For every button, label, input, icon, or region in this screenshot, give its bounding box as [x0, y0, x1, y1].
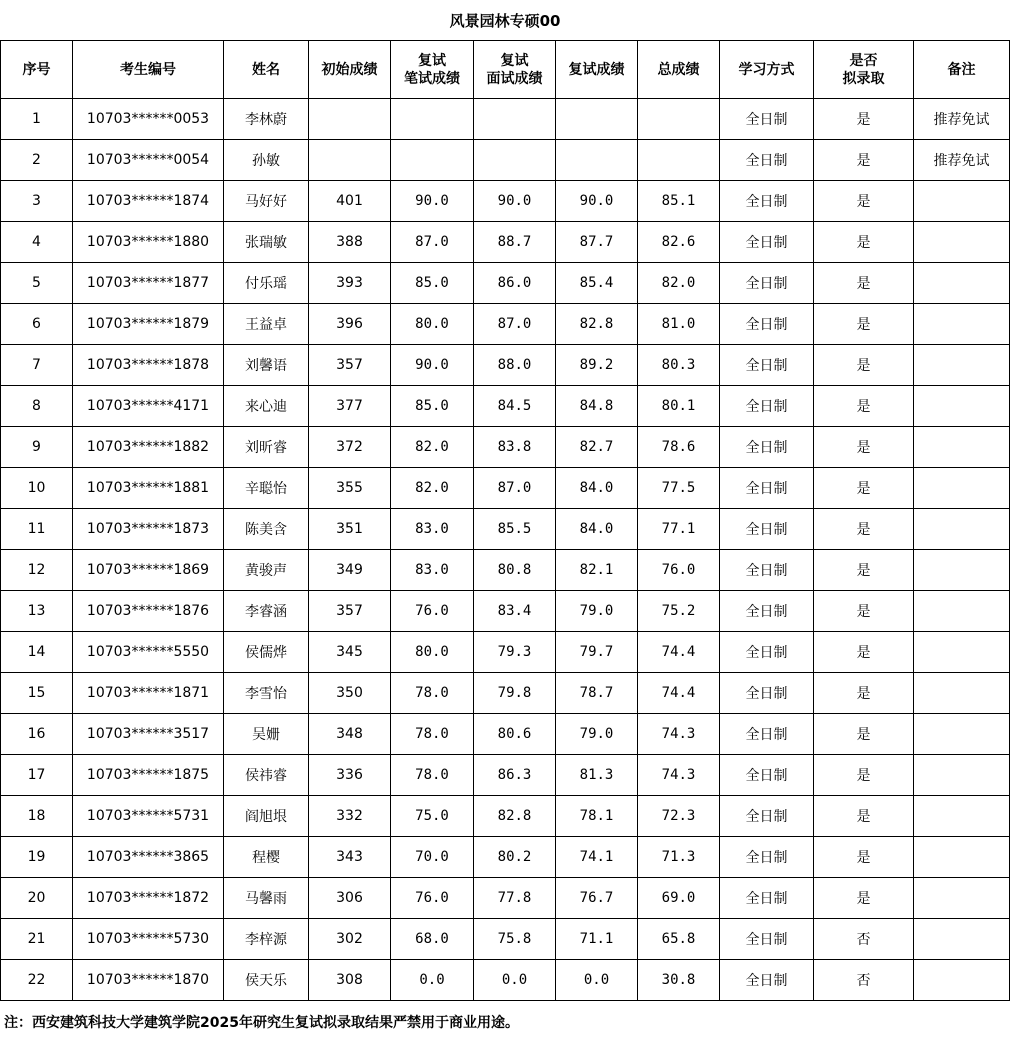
- cell-exam-id: 10703******1875: [73, 755, 224, 796]
- cell-remark: [914, 919, 1010, 960]
- table-body: [1, 99, 1010, 1001]
- cell-name: 刘馨语: [224, 345, 309, 386]
- cell-seq: 3: [1, 181, 73, 222]
- cell-retest-score: 82.7: [556, 427, 638, 468]
- cell-exam-id: 10703******3865: [73, 837, 224, 878]
- cell-admit: 是: [814, 878, 914, 919]
- cell-remark: [914, 509, 1010, 550]
- cell-retest-score: 78.1: [556, 796, 638, 837]
- cell-total-score: [638, 140, 720, 181]
- header-written-line1: 复试: [418, 52, 446, 69]
- cell-seq: 8: [1, 386, 73, 427]
- cell-written-score: 83.0: [391, 550, 474, 591]
- table-row: [1, 837, 1010, 878]
- cell-name: 侯儒烨: [224, 632, 309, 673]
- cell-interview-score: 83.4: [474, 591, 556, 632]
- cell-name: 李雪怡: [224, 673, 309, 714]
- cell-written-score: [391, 99, 474, 140]
- cell-retest-score: 90.0: [556, 181, 638, 222]
- cell-remark: [914, 673, 1010, 714]
- cell-name: 刘昕睿: [224, 427, 309, 468]
- table-row: [1, 468, 1010, 509]
- cell-study-mode: 全日制: [720, 304, 814, 345]
- cell-total-score: 30.8: [638, 960, 720, 1001]
- cell-exam-id: 10703******1869: [73, 550, 224, 591]
- cell-initial-score: 350: [309, 673, 391, 714]
- cell-study-mode: 全日制: [720, 960, 814, 1001]
- cell-exam-id: 10703******1872: [73, 878, 224, 919]
- cell-name: 付乐瑶: [224, 263, 309, 304]
- cell-retest-score: 82.8: [556, 304, 638, 345]
- cell-study-mode: 全日制: [720, 345, 814, 386]
- cell-interview-score: 88.7: [474, 222, 556, 263]
- cell-seq: 18: [1, 796, 73, 837]
- cell-name: 李梓源: [224, 919, 309, 960]
- cell-exam-id: 10703******0054: [73, 140, 224, 181]
- cell-study-mode: 全日制: [720, 386, 814, 427]
- table-row: [1, 304, 1010, 345]
- cell-remark: 推荐免试: [914, 140, 1010, 181]
- cell-name: 张瑞敏: [224, 222, 309, 263]
- header-retest-score: 复试成绩: [556, 41, 638, 99]
- header-written-line2: 笔试成绩: [404, 70, 460, 87]
- cell-remark: 推荐免试: [914, 99, 1010, 140]
- cell-total-score: 78.6: [638, 427, 720, 468]
- cell-total-score: 75.2: [638, 591, 720, 632]
- cell-name: 来心迪: [224, 386, 309, 427]
- cell-study-mode: 全日制: [720, 140, 814, 181]
- cell-seq: 17: [1, 755, 73, 796]
- cell-admit: 是: [814, 304, 914, 345]
- cell-seq: 10: [1, 468, 73, 509]
- cell-total-score: 77.1: [638, 509, 720, 550]
- cell-remark: [914, 632, 1010, 673]
- cell-written-score: 80.0: [391, 632, 474, 673]
- cell-exam-id: 10703******1879: [73, 304, 224, 345]
- cell-retest-score: 0.0: [556, 960, 638, 1001]
- cell-exam-id: 10703******1880: [73, 222, 224, 263]
- table-row: [1, 386, 1010, 427]
- cell-remark: [914, 345, 1010, 386]
- table-row: [1, 878, 1010, 919]
- cell-retest-score: 85.4: [556, 263, 638, 304]
- cell-written-score: 90.0: [391, 181, 474, 222]
- cell-written-score: [391, 140, 474, 181]
- cell-retest-score: 87.7: [556, 222, 638, 263]
- cell-retest-score: 71.1: [556, 919, 638, 960]
- cell-remark: [914, 427, 1010, 468]
- cell-interview-score: 84.5: [474, 386, 556, 427]
- header-interview-line2: 面试成绩: [486, 70, 543, 87]
- cell-name: 孙敏: [224, 140, 309, 181]
- cell-study-mode: 全日制: [720, 796, 814, 837]
- cell-study-mode: 全日制: [720, 673, 814, 714]
- cell-written-score: 68.0: [391, 919, 474, 960]
- cell-exam-id: 10703******5731: [73, 796, 224, 837]
- cell-admit: 是: [814, 591, 914, 632]
- cell-retest-score: 79.0: [556, 591, 638, 632]
- table-row: [1, 222, 1010, 263]
- cell-total-score: 72.3: [638, 796, 720, 837]
- cell-study-mode: 全日制: [720, 632, 814, 673]
- cell-study-mode: 全日制: [720, 755, 814, 796]
- cell-exam-id: 10703******1871: [73, 673, 224, 714]
- cell-name: 阎旭垠: [224, 796, 309, 837]
- cell-remark: [914, 550, 1010, 591]
- cell-retest-score: [556, 99, 638, 140]
- cell-exam-id: 10703******3517: [73, 714, 224, 755]
- cell-retest-score: 79.7: [556, 632, 638, 673]
- cell-remark: [914, 304, 1010, 345]
- cell-admit: 是: [814, 140, 914, 181]
- cell-admit: 是: [814, 222, 914, 263]
- cell-admit: 是: [814, 714, 914, 755]
- cell-retest-score: 84.8: [556, 386, 638, 427]
- cell-total-score: 81.0: [638, 304, 720, 345]
- cell-name: 王益卓: [224, 304, 309, 345]
- cell-retest-score: 84.0: [556, 509, 638, 550]
- cell-study-mode: 全日制: [720, 714, 814, 755]
- cell-total-score: 71.3: [638, 837, 720, 878]
- cell-written-score: 82.0: [391, 468, 474, 509]
- cell-total-score: 80.3: [638, 345, 720, 386]
- cell-interview-score: 77.8: [474, 878, 556, 919]
- cell-interview-score: 87.0: [474, 304, 556, 345]
- sheet-title: 风景园林专硕00: [449, 11, 561, 30]
- cell-initial-score: 357: [309, 591, 391, 632]
- cell-name: 黄骏声: [224, 550, 309, 591]
- cell-name: 陈美含: [224, 509, 309, 550]
- cell-written-score: 85.0: [391, 386, 474, 427]
- cell-written-score: 80.0: [391, 304, 474, 345]
- cell-initial-score: [309, 140, 391, 181]
- cell-exam-id: 10703******5730: [73, 919, 224, 960]
- cell-study-mode: 全日制: [720, 468, 814, 509]
- header-admit-line2: 拟录取: [842, 70, 885, 87]
- cell-study-mode: 全日制: [720, 99, 814, 140]
- header-study-mode: 学习方式: [720, 41, 814, 99]
- cell-admit: 是: [814, 99, 914, 140]
- cell-total-score: 85.1: [638, 181, 720, 222]
- cell-exam-id: 10703******4171: [73, 386, 224, 427]
- cell-seq: 12: [1, 550, 73, 591]
- cell-initial-score: 332: [309, 796, 391, 837]
- cell-interview-score: [474, 140, 556, 181]
- cell-interview-score: 79.8: [474, 673, 556, 714]
- cell-study-mode: 全日制: [720, 919, 814, 960]
- cell-total-score: 74.3: [638, 755, 720, 796]
- table-row: [1, 99, 1010, 140]
- cell-interview-score: [474, 99, 556, 140]
- table-row: [1, 714, 1010, 755]
- cell-interview-score: 80.6: [474, 714, 556, 755]
- cell-admit: 否: [814, 919, 914, 960]
- cell-interview-score: 80.2: [474, 837, 556, 878]
- cell-exam-id: 10703******1876: [73, 591, 224, 632]
- cell-initial-score: 302: [309, 919, 391, 960]
- cell-initial-score: 357: [309, 345, 391, 386]
- cell-written-score: 76.0: [391, 591, 474, 632]
- cell-initial-score: 377: [309, 386, 391, 427]
- cell-seq: 16: [1, 714, 73, 755]
- cell-seq: 6: [1, 304, 73, 345]
- table-row: [1, 181, 1010, 222]
- cell-seq: 20: [1, 878, 73, 919]
- cell-remark: [914, 468, 1010, 509]
- cell-written-score: 78.0: [391, 755, 474, 796]
- cell-initial-score: 336: [309, 755, 391, 796]
- header-row: [1, 41, 1010, 99]
- cell-admit: 是: [814, 755, 914, 796]
- cell-exam-id: 10703******1878: [73, 345, 224, 386]
- cell-interview-score: 0.0: [474, 960, 556, 1001]
- cell-written-score: 0.0: [391, 960, 474, 1001]
- cell-total-score: 74.4: [638, 632, 720, 673]
- cell-admit: 是: [814, 181, 914, 222]
- cell-written-score: 70.0: [391, 837, 474, 878]
- cell-initial-score: 343: [309, 837, 391, 878]
- table-row: [1, 755, 1010, 796]
- cell-remark: [914, 714, 1010, 755]
- cell-seq: 11: [1, 509, 73, 550]
- cell-total-score: 80.1: [638, 386, 720, 427]
- cell-study-mode: 全日制: [720, 837, 814, 878]
- cell-study-mode: 全日制: [720, 509, 814, 550]
- header-initial-score: 初始成绩: [309, 41, 391, 99]
- cell-initial-score: 388: [309, 222, 391, 263]
- cell-seq: 2: [1, 140, 73, 181]
- cell-admit: 是: [814, 796, 914, 837]
- cell-total-score: 77.5: [638, 468, 720, 509]
- cell-interview-score: 75.8: [474, 919, 556, 960]
- cell-retest-score: 76.7: [556, 878, 638, 919]
- cell-interview-score: 87.0: [474, 468, 556, 509]
- header-name: 姓名: [224, 41, 309, 99]
- cell-written-score: 82.0: [391, 427, 474, 468]
- cell-admit: 否: [814, 960, 914, 1001]
- cell-initial-score: 355: [309, 468, 391, 509]
- cell-exam-id: 10703******0053: [73, 99, 224, 140]
- cell-initial-score: 393: [309, 263, 391, 304]
- cell-initial-score: 349: [309, 550, 391, 591]
- admission-table: [0, 40, 1010, 1001]
- cell-initial-score: 396: [309, 304, 391, 345]
- cell-seq: 21: [1, 919, 73, 960]
- table-row: [1, 632, 1010, 673]
- cell-study-mode: 全日制: [720, 427, 814, 468]
- cell-admit: 是: [814, 263, 914, 304]
- header-admit: [814, 41, 914, 99]
- cell-initial-score: 372: [309, 427, 391, 468]
- cell-admit: 是: [814, 673, 914, 714]
- cell-retest-score: 78.7: [556, 673, 638, 714]
- cell-remark: [914, 263, 1010, 304]
- cell-study-mode: 全日制: [720, 222, 814, 263]
- table-row: [1, 673, 1010, 714]
- header-written-score: [391, 41, 474, 99]
- cell-seq: 1: [1, 99, 73, 140]
- cell-initial-score: 401: [309, 181, 391, 222]
- cell-study-mode: 全日制: [720, 550, 814, 591]
- cell-remark: [914, 960, 1010, 1001]
- cell-written-score: 78.0: [391, 673, 474, 714]
- table-row: [1, 919, 1010, 960]
- cell-retest-score: 74.1: [556, 837, 638, 878]
- cell-initial-score: 306: [309, 878, 391, 919]
- cell-exam-id: 10703******1873: [73, 509, 224, 550]
- cell-name: 马好好: [224, 181, 309, 222]
- cell-written-score: 78.0: [391, 714, 474, 755]
- cell-name: 马馨雨: [224, 878, 309, 919]
- cell-name: 辛聪怡: [224, 468, 309, 509]
- cell-total-score: 82.0: [638, 263, 720, 304]
- cell-interview-score: 86.3: [474, 755, 556, 796]
- cell-written-score: 90.0: [391, 345, 474, 386]
- cell-initial-score: 348: [309, 714, 391, 755]
- header-exam-id: 考生编号: [73, 41, 224, 99]
- cell-exam-id: 10703******5550: [73, 632, 224, 673]
- cell-remark: [914, 181, 1010, 222]
- cell-interview-score: 79.3: [474, 632, 556, 673]
- cell-exam-id: 10703******1877: [73, 263, 224, 304]
- cell-retest-score: 79.0: [556, 714, 638, 755]
- cell-admit: 是: [814, 509, 914, 550]
- header-admit-line1: 是否: [849, 52, 878, 69]
- header-interview-score: [474, 41, 556, 99]
- cell-initial-score: 308: [309, 960, 391, 1001]
- cell-study-mode: 全日制: [720, 263, 814, 304]
- table-row: [1, 263, 1010, 304]
- cell-retest-score: 81.3: [556, 755, 638, 796]
- header-seq: 序号: [1, 41, 73, 99]
- cell-admit: 是: [814, 632, 914, 673]
- cell-total-score: 74.4: [638, 673, 720, 714]
- cell-interview-score: 90.0: [474, 181, 556, 222]
- cell-remark: [914, 837, 1010, 878]
- cell-written-score: 83.0: [391, 509, 474, 550]
- cell-interview-score: 86.0: [474, 263, 556, 304]
- cell-seq: 4: [1, 222, 73, 263]
- cell-total-score: 69.0: [638, 878, 720, 919]
- table-row: [1, 960, 1010, 1001]
- cell-name: 李林蔚: [224, 99, 309, 140]
- cell-initial-score: [309, 99, 391, 140]
- cell-admit: 是: [814, 468, 914, 509]
- cell-total-score: 74.3: [638, 714, 720, 755]
- cell-interview-score: 83.8: [474, 427, 556, 468]
- cell-name: 程樱: [224, 837, 309, 878]
- footnote: 注：西安建筑科技大学建筑学院2025年研究生复试拟录取结果严禁用于商业用途。: [4, 1015, 519, 1031]
- cell-admit: 是: [814, 837, 914, 878]
- cell-seq: 14: [1, 632, 73, 673]
- cell-exam-id: 10703******1882: [73, 427, 224, 468]
- cell-remark: [914, 222, 1010, 263]
- cell-interview-score: 88.0: [474, 345, 556, 386]
- cell-initial-score: 345: [309, 632, 391, 673]
- cell-seq: 15: [1, 673, 73, 714]
- cell-name: 侯祎睿: [224, 755, 309, 796]
- cell-retest-score: 84.0: [556, 468, 638, 509]
- cell-total-score: 82.6: [638, 222, 720, 263]
- cell-initial-score: 351: [309, 509, 391, 550]
- cell-total-score: [638, 99, 720, 140]
- cell-name: 吴姗: [224, 714, 309, 755]
- cell-total-score: 76.0: [638, 550, 720, 591]
- cell-exam-id: 10703******1870: [73, 960, 224, 1001]
- table-row: [1, 140, 1010, 181]
- table-row: [1, 345, 1010, 386]
- cell-name: 侯天乐: [224, 960, 309, 1001]
- cell-seq: 13: [1, 591, 73, 632]
- table-row: [1, 427, 1010, 468]
- cell-name: 李睿涵: [224, 591, 309, 632]
- cell-study-mode: 全日制: [720, 591, 814, 632]
- header-remark: 备注: [914, 41, 1010, 99]
- cell-exam-id: 10703******1874: [73, 181, 224, 222]
- cell-seq: 7: [1, 345, 73, 386]
- cell-exam-id: 10703******1881: [73, 468, 224, 509]
- cell-remark: [914, 386, 1010, 427]
- cell-total-score: 65.8: [638, 919, 720, 960]
- cell-study-mode: 全日制: [720, 878, 814, 919]
- table-row: [1, 796, 1010, 837]
- table-row: [1, 550, 1010, 591]
- table-row: [1, 591, 1010, 632]
- cell-written-score: 85.0: [391, 263, 474, 304]
- header-interview-line1: 复试: [500, 52, 529, 69]
- cell-written-score: 75.0: [391, 796, 474, 837]
- cell-study-mode: 全日制: [720, 181, 814, 222]
- cell-admit: 是: [814, 550, 914, 591]
- table-row: [1, 509, 1010, 550]
- cell-admit: 是: [814, 345, 914, 386]
- cell-interview-score: 85.5: [474, 509, 556, 550]
- cell-remark: [914, 796, 1010, 837]
- cell-admit: 是: [814, 427, 914, 468]
- cell-retest-score: 82.1: [556, 550, 638, 591]
- cell-seq: 19: [1, 837, 73, 878]
- cell-admit: 是: [814, 386, 914, 427]
- cell-remark: [914, 591, 1010, 632]
- cell-retest-score: 89.2: [556, 345, 638, 386]
- cell-retest-score: [556, 140, 638, 181]
- cell-written-score: 87.0: [391, 222, 474, 263]
- cell-written-score: 76.0: [391, 878, 474, 919]
- cell-remark: [914, 878, 1010, 919]
- cell-seq: 5: [1, 263, 73, 304]
- header-total-score: 总成绩: [638, 41, 720, 99]
- cell-seq: 9: [1, 427, 73, 468]
- cell-remark: [914, 755, 1010, 796]
- cell-seq: 22: [1, 960, 73, 1001]
- cell-interview-score: 80.8: [474, 550, 556, 591]
- cell-interview-score: 82.8: [474, 796, 556, 837]
